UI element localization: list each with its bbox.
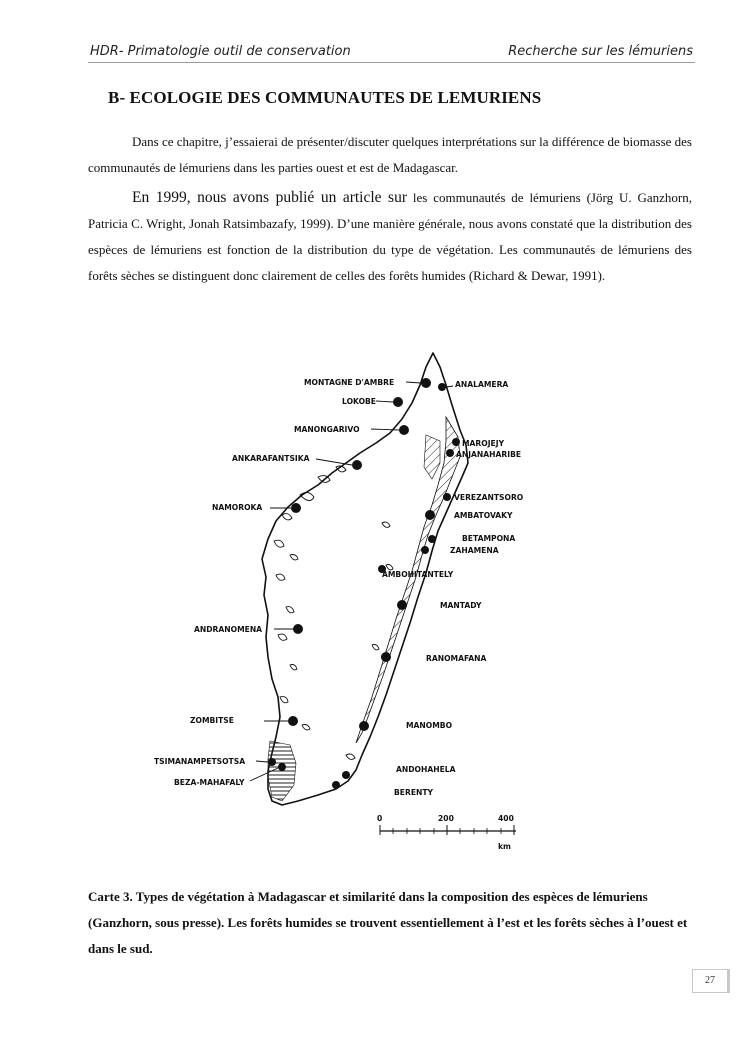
label-betampona: BETAMPONA — [462, 534, 516, 543]
label-ambohitantely: AMBOHITANTELY — [382, 570, 454, 579]
marker-beza-mahafaly — [278, 763, 286, 771]
header-left-title: HDR- Primatologie outil de conservation — [90, 44, 351, 59]
marker-marojejy — [452, 438, 460, 446]
label-manombo: MANOMBO — [406, 721, 453, 730]
marker-tsimanampetsotsa — [268, 758, 276, 766]
paragraph-2 — [88, 185, 692, 289]
marker-analamera — [438, 383, 446, 391]
marker-zahamena — [421, 546, 429, 554]
label-anjanaharibe: ANJANAHARIBE — [456, 450, 522, 459]
marker-anjanaharibe — [446, 449, 454, 457]
scale-tick-0: 0 — [377, 814, 383, 823]
marker-namoroka — [291, 503, 301, 513]
label-namoroka: NAMOROKA — [212, 503, 263, 512]
marker-lokobe — [393, 397, 403, 407]
paragraph-1 — [88, 129, 692, 181]
label-ambatovaky: AMBATOVAKY — [454, 511, 513, 520]
scale-tick-400: 400 — [498, 814, 514, 823]
marker-manongarivo — [399, 425, 409, 435]
label-ranomafana: RANOMAFANA — [426, 654, 487, 663]
label-berenty: BERENTY — [394, 788, 434, 797]
marker-andohahela — [342, 771, 350, 779]
marker-zombitse — [288, 716, 298, 726]
label-zahamena: ZAHAMENA — [450, 546, 499, 555]
label-marojejy: MAROJEJY — [462, 439, 505, 448]
label-andohahela: ANDOHAHELA — [396, 765, 456, 774]
label-manongarivo: MANONGARIVO — [294, 425, 360, 434]
label-zombitse: ZOMBITSE — [190, 716, 234, 725]
paragraph-2-lead: En 1999, nous avons publié un article sur — [132, 189, 407, 206]
marker-berenty — [332, 781, 340, 789]
scale-tick-200: 200 — [438, 814, 454, 823]
scale-bar — [377, 814, 516, 851]
madagascar-vegetation-map — [150, 345, 530, 855]
island-outline — [262, 353, 468, 805]
marker-betampona — [428, 535, 436, 543]
label-lokobe: LOKOBE — [342, 397, 376, 406]
label-montagne-dambre: MONTAGNE D'AMBRE — [304, 378, 395, 387]
label-tsimanampetsotsa: TSIMANAMPETSOTSA — [154, 757, 246, 766]
label-andranomena: ANDRANOMENA — [194, 625, 263, 634]
label-analamera: ANALAMERA — [455, 380, 509, 389]
marker-mantady — [397, 600, 407, 610]
header-right-title: Recherche sur les lémuriens — [508, 44, 693, 59]
marker-montagne-dambre — [421, 378, 431, 388]
marker-manombo — [359, 721, 369, 731]
label-ankarafantsika: ANKARAFANTSIKA — [232, 454, 310, 463]
section-title: B- ECOLOGIE DES COMMUNAUTES DE LEMURIENS — [108, 88, 542, 107]
label-beza-mahafaly: BEZA-MAHAFALY — [174, 778, 245, 787]
scale-unit: km — [498, 842, 511, 851]
label-mantady: MANTADY — [440, 601, 482, 610]
paragraph-2-text: les communautés de lémuriens (Jörg U. Ganzhorn, Patricia C. Wright, Jonah Ratsimbazafy, 1999). D’une manière générale, nous avons constaté que la distribution des espèces de lémuriens est fonction de la distribution du type de végétation. Les communautés de lémuriens des forêts sèches se distinguent donc clairement de celles des forêts humides (Richard & Dewar, 1991). — [88, 190, 692, 283]
paragraph-1-text: Dans ce chapitre, j’essaierai de présenter/discuter quelques interprétations sur la différence de biomasse des communautés de lémuriens dans les parties ouest et est de Madagascar. — [88, 134, 692, 175]
marker-ankarafantsika — [352, 460, 362, 470]
marker-andranomena — [293, 624, 303, 634]
label-verezantsoro: VEREZANTSORO — [454, 493, 524, 502]
marker-ambatovaky — [425, 510, 435, 520]
page-header — [88, 40, 695, 63]
figure-caption: Carte 3. Types de végétation à Madagascar et similarité dans la composition des espèces de lémuriens (Ganzhorn, sous presse). Les forêts humides se trouvent essentiellement à l’est et les forêts sèches à l’ouest et dans le sud. — [88, 889, 688, 956]
page-number: 27 — [692, 969, 730, 993]
marker-verezantsoro — [443, 493, 451, 501]
marker-ranomafana — [381, 652, 391, 662]
